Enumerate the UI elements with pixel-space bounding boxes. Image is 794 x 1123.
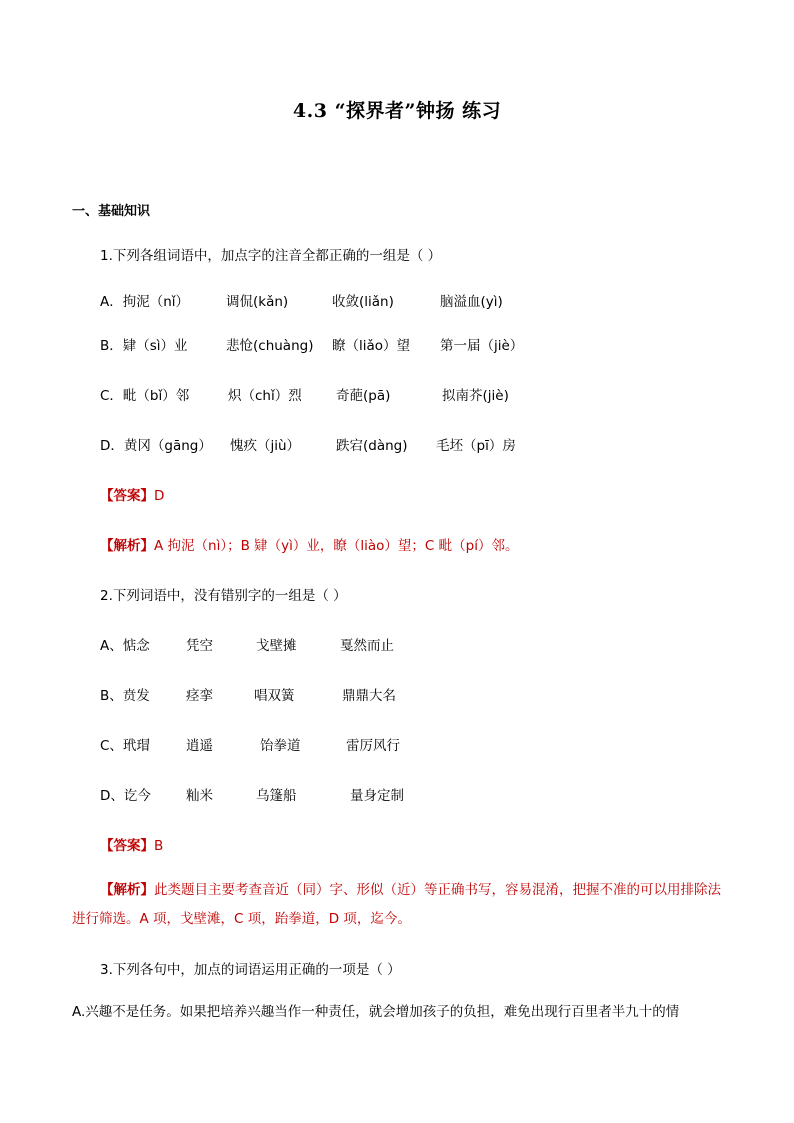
q2-answer-value: B — [154, 838, 164, 854]
q1-option-b-1: B．肄（sì）业 — [100, 338, 188, 354]
q2-analysis — [72, 876, 722, 934]
q2-option-a-2: 凭空 — [186, 638, 213, 654]
q1-option-a-2: 调侃(kǎn) — [226, 294, 289, 310]
q2-option-d-4: 量身定制 — [350, 788, 404, 804]
q2-option-b-2: 痉挛 — [186, 688, 213, 704]
q2-option-d-3: 乌篷船 — [256, 788, 297, 804]
q1-answer-value: D — [154, 488, 165, 504]
question-3-stem: 3.下列各句中，加点的词语运用正确的一项是（ ） — [100, 962, 401, 978]
section-heading: 一、基础知识 — [72, 204, 151, 219]
q2-analysis-text: 此类题目主要考查音近（同）字、形似（近）等正确书写，容易混淆，把握不准的可以用排除法进行筛选。A 项，戈壁滩，C 项，跆拳道，D 项，迄今。 — [72, 882, 721, 927]
q1-analysis-tag: 【解析】 — [100, 538, 154, 554]
q2-option-b-4: 鼎鼎大名 — [342, 688, 396, 704]
q2-analysis-tag: 【解析】 — [100, 882, 154, 898]
q1-option-c-3: 奇葩(pā) — [336, 388, 391, 404]
q2-answer-tag: 【答案】 — [100, 838, 154, 854]
q1-analysis — [100, 534, 518, 554]
q1-option-b-2: 悲怆(chuàng) — [226, 338, 314, 354]
q3-option-a: A.兴趣不是任务。如果把培养兴趣当作一种责任，就会增加孩子的负担，难免出现行百里者半九十的情 — [72, 1004, 680, 1020]
question-1-stem: 1.下列各组词语中，加点字的注音全都正确的一组是（ ） — [100, 248, 442, 264]
question-2-stem: 2.下列词语中，没有错别字的一组是（ ） — [100, 588, 347, 604]
q1-option-a-3: 收敛(liǎn) — [332, 294, 394, 310]
q1-option-c-1: C．毗（bǐ）邻 — [100, 388, 190, 404]
q2-answer — [100, 834, 163, 854]
q2-option-c-2: 逍遥 — [186, 738, 213, 754]
q1-option-c-4: 拟南芥(jiè) — [442, 388, 509, 404]
q2-option-d-2: 籼米 — [186, 788, 213, 804]
q1-option-d-2: 愧疚（jiù） — [230, 438, 301, 454]
q1-option-d-4: 毛坯（pī）房 — [436, 438, 516, 454]
q1-option-b-3: 瞭（liǎo）望 — [332, 338, 411, 354]
q1-option-c-2: 炽（chǐ）烈 — [228, 388, 302, 404]
q2-option-a-3: 戈壁摊 — [256, 638, 297, 654]
q2-option-c-3: 饴拳道 — [260, 738, 301, 754]
q2-option-a-1: A、惦念 — [100, 638, 150, 654]
q1-option-a-4: 脑溢血(yì) — [440, 294, 503, 310]
q2-option-d-1: D、讫今 — [100, 788, 151, 804]
q1-analysis-text: A 拘泥（nì）；B 肄（yì）业，瞭（liào）望；C 毗（pí）邻。 — [154, 538, 519, 554]
q1-option-d-1: D．黄冈（gāng） — [100, 438, 212, 454]
q2-option-a-4: 戛然而止 — [340, 638, 394, 654]
q2-option-c-4: 雷厉风行 — [346, 738, 400, 754]
q1-answer-tag: 【答案】 — [100, 488, 154, 504]
q1-answer — [100, 484, 164, 504]
page-title: 4.3 “探界者”钟扬 练习 — [292, 100, 502, 122]
q1-option-b-4: 第一届（jiè） — [440, 338, 524, 354]
q1-option-d-3: 跌宕(dàng) — [336, 438, 408, 454]
q2-option-c-1: C、玳瑁 — [100, 738, 150, 754]
q2-option-b-3: 唱双簧 — [254, 688, 295, 704]
q2-option-b-1: B、贲发 — [100, 688, 150, 704]
q1-option-a-1: A．拘泥（nǐ） — [100, 294, 190, 310]
